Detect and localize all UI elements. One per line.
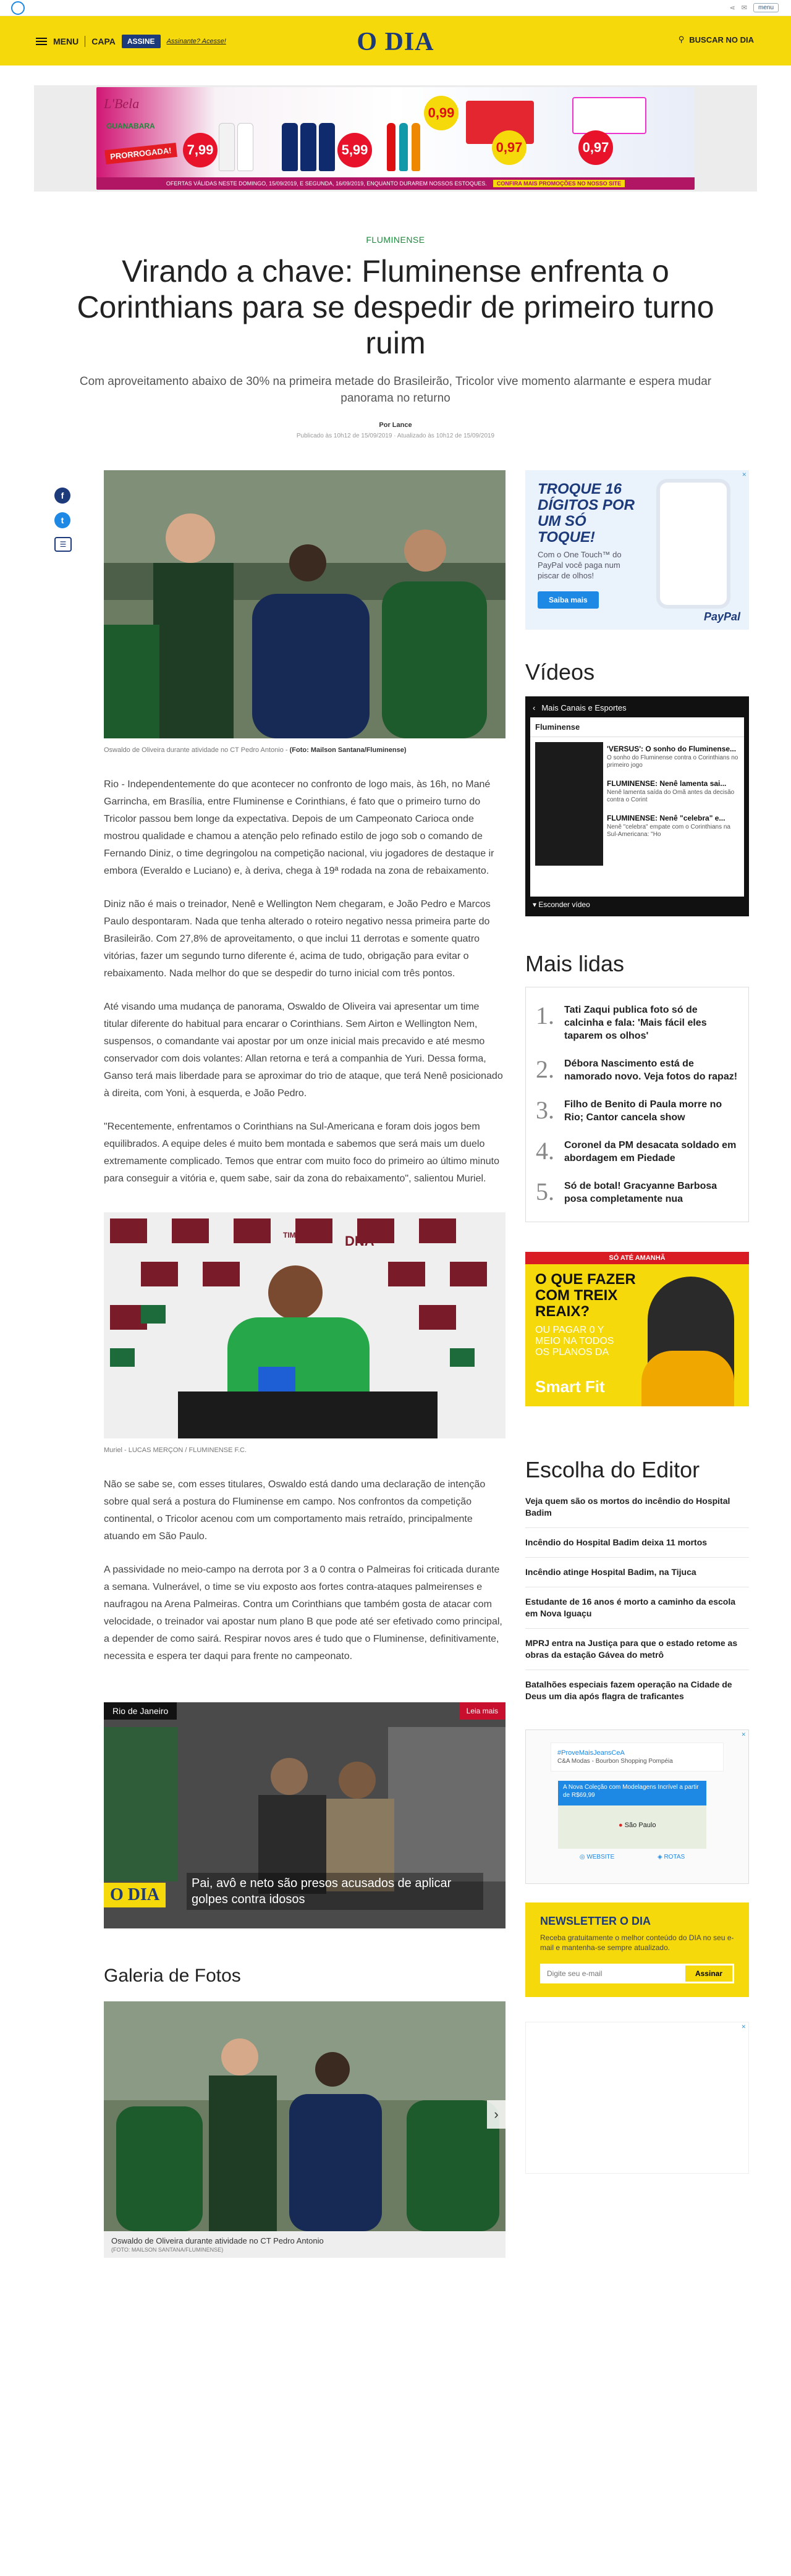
read-more-button[interactable]: Leia mais xyxy=(459,1702,505,1720)
pin-icon: ● xyxy=(619,1822,623,1829)
hamburger-icon[interactable] xyxy=(36,38,47,45)
playlist-item[interactable] xyxy=(607,806,742,841)
ad-person-shirt xyxy=(641,1351,734,1406)
gallery-photo xyxy=(104,2001,505,2231)
globe-icon: ◎ xyxy=(579,1854,587,1860)
photo-gallery[interactable] xyxy=(104,2001,505,2231)
photo-caption: Muriel - LUCAS MERÇON / FLUMINENSE F.C. xyxy=(104,1446,247,1454)
facebook-icon[interactable]: f xyxy=(54,488,70,504)
paypal-logo: PayPal xyxy=(703,610,740,623)
mail-icon[interactable]: ✉ xyxy=(741,4,747,12)
ad-choices-icon[interactable]: ✕ xyxy=(741,1731,746,1738)
header-left xyxy=(36,35,226,48)
smartfit-text: OU PAGAR 0 Y MEIO NA TODOS OS PLANOS DA xyxy=(535,1325,614,1358)
cea-hashtag: #ProveMaisJeansCeA xyxy=(557,1749,625,1757)
newsletter-box xyxy=(525,1902,749,1997)
ad-choices-icon[interactable]: ✕ xyxy=(741,2024,746,2030)
most-read-item[interactable]: 5. Só de botal! Gracyanne Barbosa posa completamente nua xyxy=(536,1178,717,1206)
editor-item[interactable]: MPRJ entra na Justiça para que o estado retome as obras da estação Gávea do metrô xyxy=(525,1629,749,1670)
video-location: Rio de Janeiro xyxy=(104,1702,177,1720)
gallery-caption xyxy=(104,2231,505,2258)
gallery-credit: (FOTO: MAILSON SANTANA/FLUMINENSE) xyxy=(111,2247,224,2253)
article-body xyxy=(104,776,505,1188)
cea-store: C&A Modas - Bourbon Shopping Pompéia xyxy=(557,1758,673,1765)
playlist-top[interactable] xyxy=(527,698,748,717)
editor-picks xyxy=(525,1457,749,1711)
email-field[interactable] xyxy=(542,1966,685,1982)
article-subtitle: Com aproveitamento abaixo de 30% na primeira metade do Brasileirão, Tricolor vive momento alarmante e espera mudar panorama no returno xyxy=(79,375,712,405)
article-category[interactable]: FLUMINENSE xyxy=(366,235,425,245)
most-read-heading: Mais lidas xyxy=(525,951,625,976)
gallery-next-button[interactable]: › xyxy=(487,2100,505,2129)
cea-map-ad[interactable] xyxy=(525,1729,749,1884)
most-read-item[interactable]: 1. Tati Zaqui publica foto só de calcinha e fala: 'Mais fácil eles taparem os olhos' xyxy=(536,1002,707,1041)
ad-product xyxy=(319,123,335,171)
article-body-2 xyxy=(104,1476,505,1665)
util-menu-pill[interactable]: menu xyxy=(753,3,779,12)
route-link[interactable]: ◈ ROTAS xyxy=(657,1854,685,1860)
comment-icon[interactable]: ☰ xyxy=(54,537,72,552)
map-pin: ● São Paulo xyxy=(619,1822,656,1829)
website-link[interactable]: ◎ WEBSITE xyxy=(579,1854,615,1860)
site-logo[interactable]: O DIA xyxy=(357,28,434,56)
video-brand: O DIA xyxy=(104,1883,166,1907)
ad-product xyxy=(237,123,253,171)
ad-product xyxy=(412,123,420,171)
editor-list xyxy=(525,1495,749,1711)
video-title[interactable]: Pai, avô e neto são presos acusados de aplicar golpes contra idosos xyxy=(187,1873,483,1910)
ad-price: 7,99 xyxy=(183,133,218,167)
editor-heading: Escolha do Editor xyxy=(525,1457,700,1482)
ad-choices-icon[interactable]: ✕ xyxy=(742,471,747,478)
site-badge-icon[interactable] xyxy=(11,1,25,15)
playlist-item[interactable] xyxy=(607,742,742,772)
more-channels-link[interactable]: Mais Canais e Esportes xyxy=(541,703,627,712)
article-photo-2[interactable] xyxy=(104,1212,505,1442)
article-title: Virando a chave: Fluminense enfrenta o Corinthians para se despedir de primeiro turno ruim xyxy=(77,254,714,360)
share-bar xyxy=(54,488,72,552)
video-playlist xyxy=(525,696,749,916)
newsletter-heading: NEWSLETTER O DIA xyxy=(540,1915,651,1927)
subscribe-button[interactable]: Assinar xyxy=(685,1966,732,1982)
ad-store: GUANABARA xyxy=(106,122,155,130)
most-read-list xyxy=(525,987,749,1222)
blank-ad-slot[interactable] xyxy=(525,2022,749,2174)
sidebar xyxy=(525,470,749,2174)
cea-promo: A Nova Coleção com Modelagens Incrível a partir de R$69,99 xyxy=(558,1781,706,1805)
most-read-item[interactable]: 2. Débora Nascimento está de namorado novo. Veja fotos do rapaz! xyxy=(536,1055,738,1083)
cea-ad-header xyxy=(551,1742,724,1772)
smartfit-headline: O QUE FAZER COM TREIX REAIX? xyxy=(535,1271,636,1320)
ad-product xyxy=(387,123,396,171)
playlist-inner xyxy=(530,717,744,897)
video-item-desc: Nenê "celebra" empate com o Corinthians na Sul-Americana: "Ho xyxy=(607,824,730,838)
article-column xyxy=(104,470,505,2258)
most-read xyxy=(525,951,749,1222)
assine-button[interactable]: ASSINE xyxy=(122,35,161,48)
ad-product xyxy=(300,123,316,171)
video-item-desc: Nenê lamenta saída do Omã antes da decisão contra o Corint xyxy=(607,789,735,803)
search-icon: ⚲ xyxy=(678,35,685,44)
ad-price: 0,99 xyxy=(424,96,459,130)
search-button[interactable] xyxy=(679,35,754,44)
paragraph: Diniz não é mais o treinador, Nenê e Wellington Nem chegaram, e João Pedro e Marcos Paulo despontaram. Nada que tenha alterado o roteiro negativo nessa primeira parte do Brasileirão. Com 27,8% de aproveitamento, o que inclui 11 derrotas e somente quatro vitórias, fazer um segundo turno diferente é, acima de tudo, obrigação para evitar o rebaixamento. Nada melhor do que se despedir do turno inicial com três pontos. xyxy=(104,899,491,979)
photo-caption: Oswaldo de Oliveira durante atividade no CT Pedro Antonio - (Foto: Mailson Santana/Fluminense) xyxy=(104,746,407,754)
training-photo xyxy=(104,470,505,738)
playlist-items xyxy=(607,742,742,841)
paragraph: Rio - Independentemente do que acontecer no confronto de logo mais, às 16h, no Mané Garrincha, em Brasília, entre Fluminense e Corinthians, é fato que o primeiro turno do Tricolor passou bem longe da expectativa. Depois de um Campeonato Carioca onde mostrou qualidade e chamou a atenção pelo refinado estilo de jogo sob o comando de Fernando Diniz, o time degringolou na competição nacional, viu jogadores de destaque ir embora (Everaldo e Luciano) e, à deriva, chega à 19ª rodada na zona de rebaixamento. xyxy=(104,779,494,876)
chevron-left-icon[interactable]: ‹ xyxy=(533,703,536,712)
most-read-item[interactable]: 4. Coronel da PM desacata soldado em abordagem em Piedade xyxy=(536,1137,737,1165)
phone-image xyxy=(656,479,730,609)
ad-disclaimer: OFERTAS VÁLIDAS NESTE DOMINGO, 15/09/2019, E SEGUNDA, 16/09/2019, ENQUANTO DURAREM NOSSOS ESTOQUES. xyxy=(166,180,487,187)
ad-cta[interactable]: CONFIRA MAIS PROMOÇÕES NO NOSSO SITE xyxy=(493,180,625,187)
video-item-desc: O sonho do Fluminense contra o Corinthians no primeiro jogo xyxy=(607,754,738,769)
ad-price: 5,99 xyxy=(337,133,372,167)
ad-prorrogada: PRORROGADA! xyxy=(104,143,177,164)
search-label: BUSCAR NO DIA xyxy=(689,35,754,44)
hide-video-button[interactable]: ▾ Esconder vídeo xyxy=(533,900,590,909)
video-item-title: 'VERSUS': O sonho do Fluminense... xyxy=(607,745,737,753)
playlist-item[interactable] xyxy=(607,772,742,806)
smartfit-ad[interactable] xyxy=(525,1252,749,1406)
newsletter-form xyxy=(540,1964,734,1983)
wall-sponsor: TIM LIVE xyxy=(283,1231,315,1239)
ad-footline xyxy=(96,177,695,190)
gallery-caption-text: Oswaldo de Oliveira durante atividade no CT Pedro Antonio xyxy=(111,2236,324,2245)
editor-item[interactable]: Batalhões especiais fazem operação na Cidade de Deus um dia após flagra de traficantes xyxy=(525,1679,732,1701)
top-ad-banner[interactable] xyxy=(96,87,695,190)
ad-price: 0,97 xyxy=(578,130,613,165)
paragraph: A passividade no meio-campo na derrota por 3 a 0 contra o Palmeiras foi criticada durante a semana. Vulnerável, o time se viu exposto aos fortes contra-ataques palmeirenses e naufragou na Arena Palmeiras. Contra um Corinthians que também gosta de atacar com velocidade, o treinador vai apostar num plano B que pode até ser efetivado como principal, a depender de como sairá. Respirar novos ares é tudo que o Fluminense, definitivamente, necessita e espera ter daqui para frente no campeonato. xyxy=(104,1565,502,1662)
paypal-ad[interactable] xyxy=(525,470,749,630)
article-author: Por Lance xyxy=(379,421,412,429)
chevron-down-icon: ▾ xyxy=(533,900,539,909)
newsletter-desc: Receba gratuitamente o melhor conteúdo do DIA no seu e-mail e mantenha-se sempre atualizado. xyxy=(540,1933,734,1952)
paragraph: Não se sabe se, com esses titulares, Oswaldo está dando uma declaração de intenção sobre qual será a postura do Fluminense em campo. Nos confrontos da competição continental, o Tricolor acenou com um comportamento mais retraído, principalmente atuando em São Paulo. xyxy=(104,1479,486,1542)
paypal-ad-headline: TROQUE 16 DÍGITOS POR UM SÓ TOQUE! xyxy=(538,481,635,546)
paragraph: Até visando uma mudança de panorama, Oswaldo de Oliveira vai apresentar um time titular diferente do habitual para encarar o Corinthians. Sem Airton e Wellington Nem, suspensos, o comandante vai apostar por um onze inicial mais precavido e até mesmo conservador com dois volantes: Allan retorna e terá a companhia de Yuri. Dessa forma, Ganso terá mais liberdade para se aproximar do trio de ataque, que terá Nenê posicionado à direita, com Yoni, à esquerda, e João Pedro. xyxy=(104,1002,503,1099)
site-header xyxy=(0,16,791,65)
capa-link[interactable]: CAPA xyxy=(91,36,116,46)
videos-heading: Vídeos xyxy=(525,659,595,685)
smartfit-logo: Smart Fit xyxy=(535,1377,605,1396)
gallery-heading: Galeria de Fotos xyxy=(104,1966,241,1986)
signin-link[interactable]: Assinante? Acesse! xyxy=(166,38,226,45)
related-video[interactable] xyxy=(104,1702,505,1928)
twitter-icon[interactable]: t xyxy=(54,512,70,528)
press-photo xyxy=(104,1212,505,1438)
editor-item[interactable]: Veja quem são os mortos do incêndio do Hospital Badim xyxy=(525,1495,749,1528)
utility-bar xyxy=(0,0,791,16)
menu-label[interactable]: MENU xyxy=(53,36,79,46)
video-item-title: FLUMINENSE: Nenê "celebra" e... xyxy=(607,814,725,822)
top-ad-container xyxy=(34,85,757,192)
ad-brand-script: L'Bela xyxy=(104,96,140,111)
editor-item[interactable]: Incêndio do Hospital Badim deixa 11 mortos xyxy=(525,1528,749,1558)
article-dates: Publicado às 10h12 de 15/09/2019 · Atualizado às 10h12 de 15/09/2019 xyxy=(296,433,495,439)
editor-item[interactable]: Estudante de 16 anos é morto a caminho da escola em Nova Iguaçu xyxy=(525,1587,749,1629)
video-item-title: FLUMINENSE: Nenê lamenta sai... xyxy=(607,779,727,788)
article-photo-1[interactable] xyxy=(104,470,505,741)
wall-brand: DNA xyxy=(345,1233,374,1249)
cea-actions xyxy=(558,1854,706,1860)
current-channel: Fluminense xyxy=(530,717,744,737)
ad-product xyxy=(219,123,235,171)
most-read-item[interactable]: 3. Filho de Benito di Paula morre no Rio; Cantor cancela show xyxy=(536,1096,722,1124)
main-video-thumb[interactable] xyxy=(535,742,603,866)
ad-product-box xyxy=(572,97,646,134)
share-icon[interactable]: ⋖ xyxy=(729,4,735,12)
smartfit-topbar: SÓ ATÉ AMANHÃ xyxy=(525,1252,749,1264)
paypal-ad-cta[interactable]: Saiba mais xyxy=(538,591,599,609)
paypal-ad-text: Com o One Touch™ do PayPal você paga num piscar de olhos! xyxy=(538,550,622,580)
editor-item[interactable]: Incêndio atinge Hospital Badim, na Tijuca xyxy=(525,1558,749,1587)
ad-product xyxy=(399,123,408,171)
paragraph: "Recentemente, enfrentamos o Corinthians na Sul-Americana e foram dois jogos bem equilibrados. A equipe deles é muito bem montada e sabemos que será mais um duelo extremamente complicado. Temos que entrar com muito foco do primeiro ao último minuto para conseguir a vitória e, quem sabe, sair da zona do rebaixamento", salientou Muriel. xyxy=(104,1121,499,1184)
route-icon: ◈ xyxy=(657,1854,664,1860)
ad-product xyxy=(282,123,298,171)
ad-price: 0,97 xyxy=(492,130,527,165)
